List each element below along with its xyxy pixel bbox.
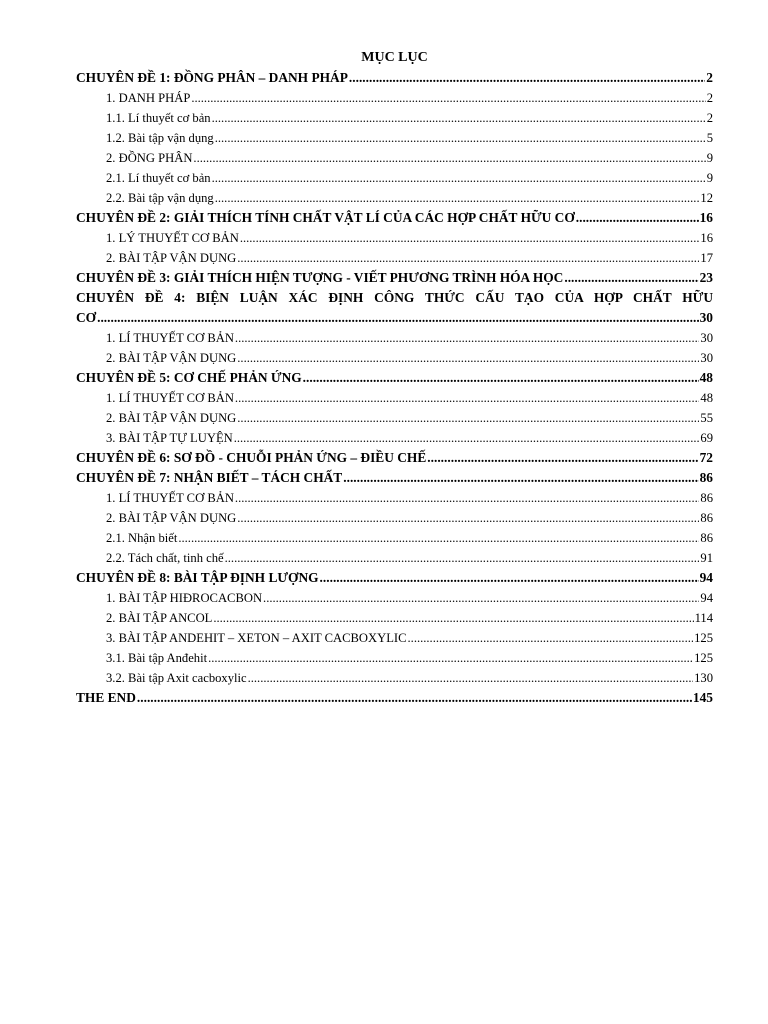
toc-entry-label: CHUYÊN ĐỀ 6: SƠ ĐỒ - CHUỖI PHẢN ỨNG – ĐIỀU CHẾ: [76, 450, 427, 465]
toc-entry[interactable]: [76, 268, 713, 288]
toc-entry-label: 1. LÍ THUYẾT CƠ BẢN: [106, 331, 234, 345]
toc-entry[interactable]: [76, 248, 713, 268]
toc-entry[interactable]: [76, 448, 713, 468]
toc-entry[interactable]: [76, 608, 713, 628]
dot-leader: [303, 368, 699, 388]
toc-page-number: 9: [706, 171, 713, 185]
toc-page-number: 86: [700, 491, 713, 505]
toc-page-number: 130: [694, 671, 713, 685]
toc-entry-label: 2. BÀI TẬP VẬN DỤNG: [106, 251, 237, 265]
dot-leader: [225, 548, 700, 568]
toc-entry-label: CƠ: [76, 310, 97, 325]
dot-leader: [137, 688, 692, 708]
dot-leader: [178, 528, 699, 548]
toc-page-number: 94: [699, 570, 713, 585]
toc-entry-label: CHUYÊN ĐỀ 8: BÀI TẬP ĐỊNH LƯỢNG: [76, 570, 319, 585]
toc-list: [76, 68, 713, 708]
toc-entry[interactable]: [76, 148, 713, 168]
toc-page-number: 72: [699, 450, 713, 465]
toc-page-number: 9: [706, 151, 713, 165]
dot-leader: [343, 468, 698, 488]
dot-leader: [576, 208, 699, 228]
toc-entry-label: 2.2. Bài tập vận dụng: [106, 191, 214, 205]
toc-entry[interactable]: [76, 388, 713, 408]
toc-entry[interactable]: [76, 348, 713, 368]
toc-entry-label: 3.1. Bài tập Anđehit: [106, 651, 208, 665]
toc-entry-line[interactable]: [76, 288, 713, 308]
toc-page-number: 125: [694, 651, 713, 665]
toc-entry-label: CHUYÊN ĐỀ 2: GIẢI THÍCH TÍNH CHẤT VẬT LÍ CỦA CÁC HỢP CHẤT HỮU CƠ: [76, 210, 575, 225]
toc-page-number: 12: [700, 191, 713, 205]
toc-page-number: 2: [706, 70, 713, 85]
toc-page-number: 23: [699, 270, 713, 285]
dot-leader: [263, 588, 699, 608]
toc-entry[interactable]: [76, 428, 713, 448]
dot-leader: [234, 428, 700, 448]
toc-page-number: 16: [700, 231, 713, 245]
toc-page-number: 48: [699, 370, 713, 385]
toc-entry[interactable]: [76, 188, 713, 208]
toc-entry-label: 1.2. Bài tập vận dụng: [106, 131, 214, 145]
toc-page-number: 125: [694, 631, 713, 645]
dot-leader: [191, 88, 705, 108]
dot-leader: [215, 128, 706, 148]
toc-entry[interactable]: [76, 468, 713, 488]
toc-entry[interactable]: [76, 568, 713, 588]
toc-page-number: 86: [700, 531, 713, 545]
dot-leader: [408, 628, 694, 648]
table-of-contents: [76, 48, 713, 708]
dot-leader: [237, 348, 699, 368]
toc-page-number: 30: [700, 351, 713, 365]
toc-page-number: 5: [706, 131, 713, 145]
toc-entry-label: CHUYÊN ĐỀ 5: CƠ CHẾ PHẢN ỨNG: [76, 370, 302, 385]
toc-page-number: 91: [700, 551, 713, 565]
dot-leader: [215, 188, 700, 208]
toc-page-number: 30: [700, 331, 713, 345]
toc-entry-label: 1. LÝ THUYẾT CƠ BẢN: [106, 231, 239, 245]
toc-page-number: 145: [692, 690, 713, 705]
toc-entry[interactable]: [76, 528, 713, 548]
toc-entry-label: 3. BÀI TẬP ANDEHIT – XETON – AXIT CACBOXYLIC: [106, 631, 407, 645]
toc-entry-label: 3. BÀI TẬP TỰ LUYỆN: [106, 431, 233, 445]
toc-entry-label: CHUYÊN ĐỀ 1: ĐỒNG PHÂN – DANH PHÁP: [76, 70, 348, 85]
toc-entry[interactable]: [76, 408, 713, 428]
dot-leader: [208, 648, 693, 668]
toc-page-number: 55: [700, 411, 713, 425]
dot-leader: [237, 408, 699, 428]
toc-entry-label: 2.2. Tách chất, tinh chế: [106, 551, 224, 565]
toc-entry-label: THE END: [76, 690, 136, 705]
toc-page-number: 94: [700, 591, 713, 605]
toc-entry[interactable]: [76, 648, 713, 668]
toc-entry[interactable]: [76, 88, 713, 108]
toc-entry-label: 1. LÍ THUYẾT CƠ BẢN: [106, 391, 234, 405]
toc-entry[interactable]: [76, 228, 713, 248]
toc-page-number: 2: [706, 111, 713, 125]
dot-leader: [248, 668, 694, 688]
toc-entry[interactable]: [76, 488, 713, 508]
toc-entry-label: 1. BÀI TẬP HIĐROCACBON: [106, 591, 263, 605]
dot-leader: [235, 328, 699, 348]
dot-leader: [320, 568, 699, 588]
toc-entry[interactable]: [76, 628, 713, 648]
dot-leader: [235, 488, 699, 508]
toc-entry[interactable]: [76, 108, 713, 128]
dot-leader: [237, 508, 699, 528]
dot-leader: [193, 148, 705, 168]
toc-entry-label: 2. BÀI TẬP VẬN DỤNG: [106, 511, 237, 525]
toc-entry[interactable]: [76, 128, 713, 148]
toc-entry-label: 2. BÀI TẬP VẬN DỤNG: [106, 351, 237, 365]
dot-leader: [349, 68, 705, 88]
dot-leader: [212, 168, 706, 188]
toc-page-number: 30: [699, 310, 713, 325]
toc-page-number: 17: [700, 251, 713, 265]
toc-entry-label: CHUYÊN ĐỀ 7: NHẬN BIẾT – TÁCH CHẤT: [76, 470, 343, 485]
toc-entry-label: 2.1. Nhận biết: [106, 531, 178, 545]
dot-leader: [564, 268, 698, 288]
toc-page-number: 48: [700, 391, 713, 405]
dot-leader: [235, 388, 699, 408]
toc-entry-label: 2. BÀI TẬP VẬN DỤNG: [106, 411, 237, 425]
toc-entry[interactable]: [76, 68, 713, 88]
toc-entry-label: 2.1. Lí thuyết cơ bản: [106, 171, 211, 185]
toc-entry[interactable]: [76, 208, 713, 228]
toc-entry-label: 3.2. Bài tập Axit cacboxylic: [106, 671, 247, 685]
toc-entry-label: 1. LÍ THUYẾT CƠ BẢN: [106, 491, 234, 505]
toc-entry[interactable]: [76, 688, 713, 708]
dot-leader: [97, 308, 699, 328]
toc-title: MỤC LỤC: [361, 50, 428, 65]
toc-entry[interactable]: [76, 368, 713, 388]
dot-leader: [427, 448, 698, 468]
toc-entry-label: 2. BÀI TẬP ANCOL: [106, 611, 213, 625]
toc-entry-label: CHUYÊN ĐỀ 3: GIẢI THÍCH HIỆN TƯỢNG - VIẾT PHƯƠNG TRÌNH HÓA HỌC: [76, 270, 564, 285]
toc-entry-label: 2. ĐỒNG PHÂN: [106, 151, 193, 165]
toc-entry-label: 1.1. Lí thuyết cơ bản: [106, 111, 211, 125]
toc-page-number: 2: [706, 91, 713, 105]
toc-page-number: 16: [699, 210, 713, 225]
dot-leader: [237, 248, 699, 268]
toc-entry[interactable]: [76, 548, 713, 568]
toc-entry-label: 1. DANH PHÁP: [106, 91, 191, 105]
toc-entry[interactable]: [76, 168, 713, 188]
dot-leader: [212, 108, 706, 128]
toc-entry[interactable]: [76, 668, 713, 688]
toc-page-number: 86: [700, 511, 713, 525]
toc-entry[interactable]: [76, 508, 713, 528]
toc-page-number: 114: [694, 611, 713, 625]
dot-leader: [213, 608, 693, 628]
toc-entry[interactable]: [76, 328, 713, 348]
toc-entry[interactable]: [76, 308, 713, 328]
toc-entry-label: CHUYÊN ĐỀ 4: BIỆN LUẬN XÁC ĐỊNH CÔNG THỨC CẤU TẠO CỦA HỢP CHẤT HỮU: [76, 290, 713, 305]
toc-entry[interactable]: [76, 588, 713, 608]
toc-page-number: 69: [700, 431, 713, 445]
toc-page-number: 86: [699, 470, 713, 485]
dot-leader: [240, 228, 700, 248]
